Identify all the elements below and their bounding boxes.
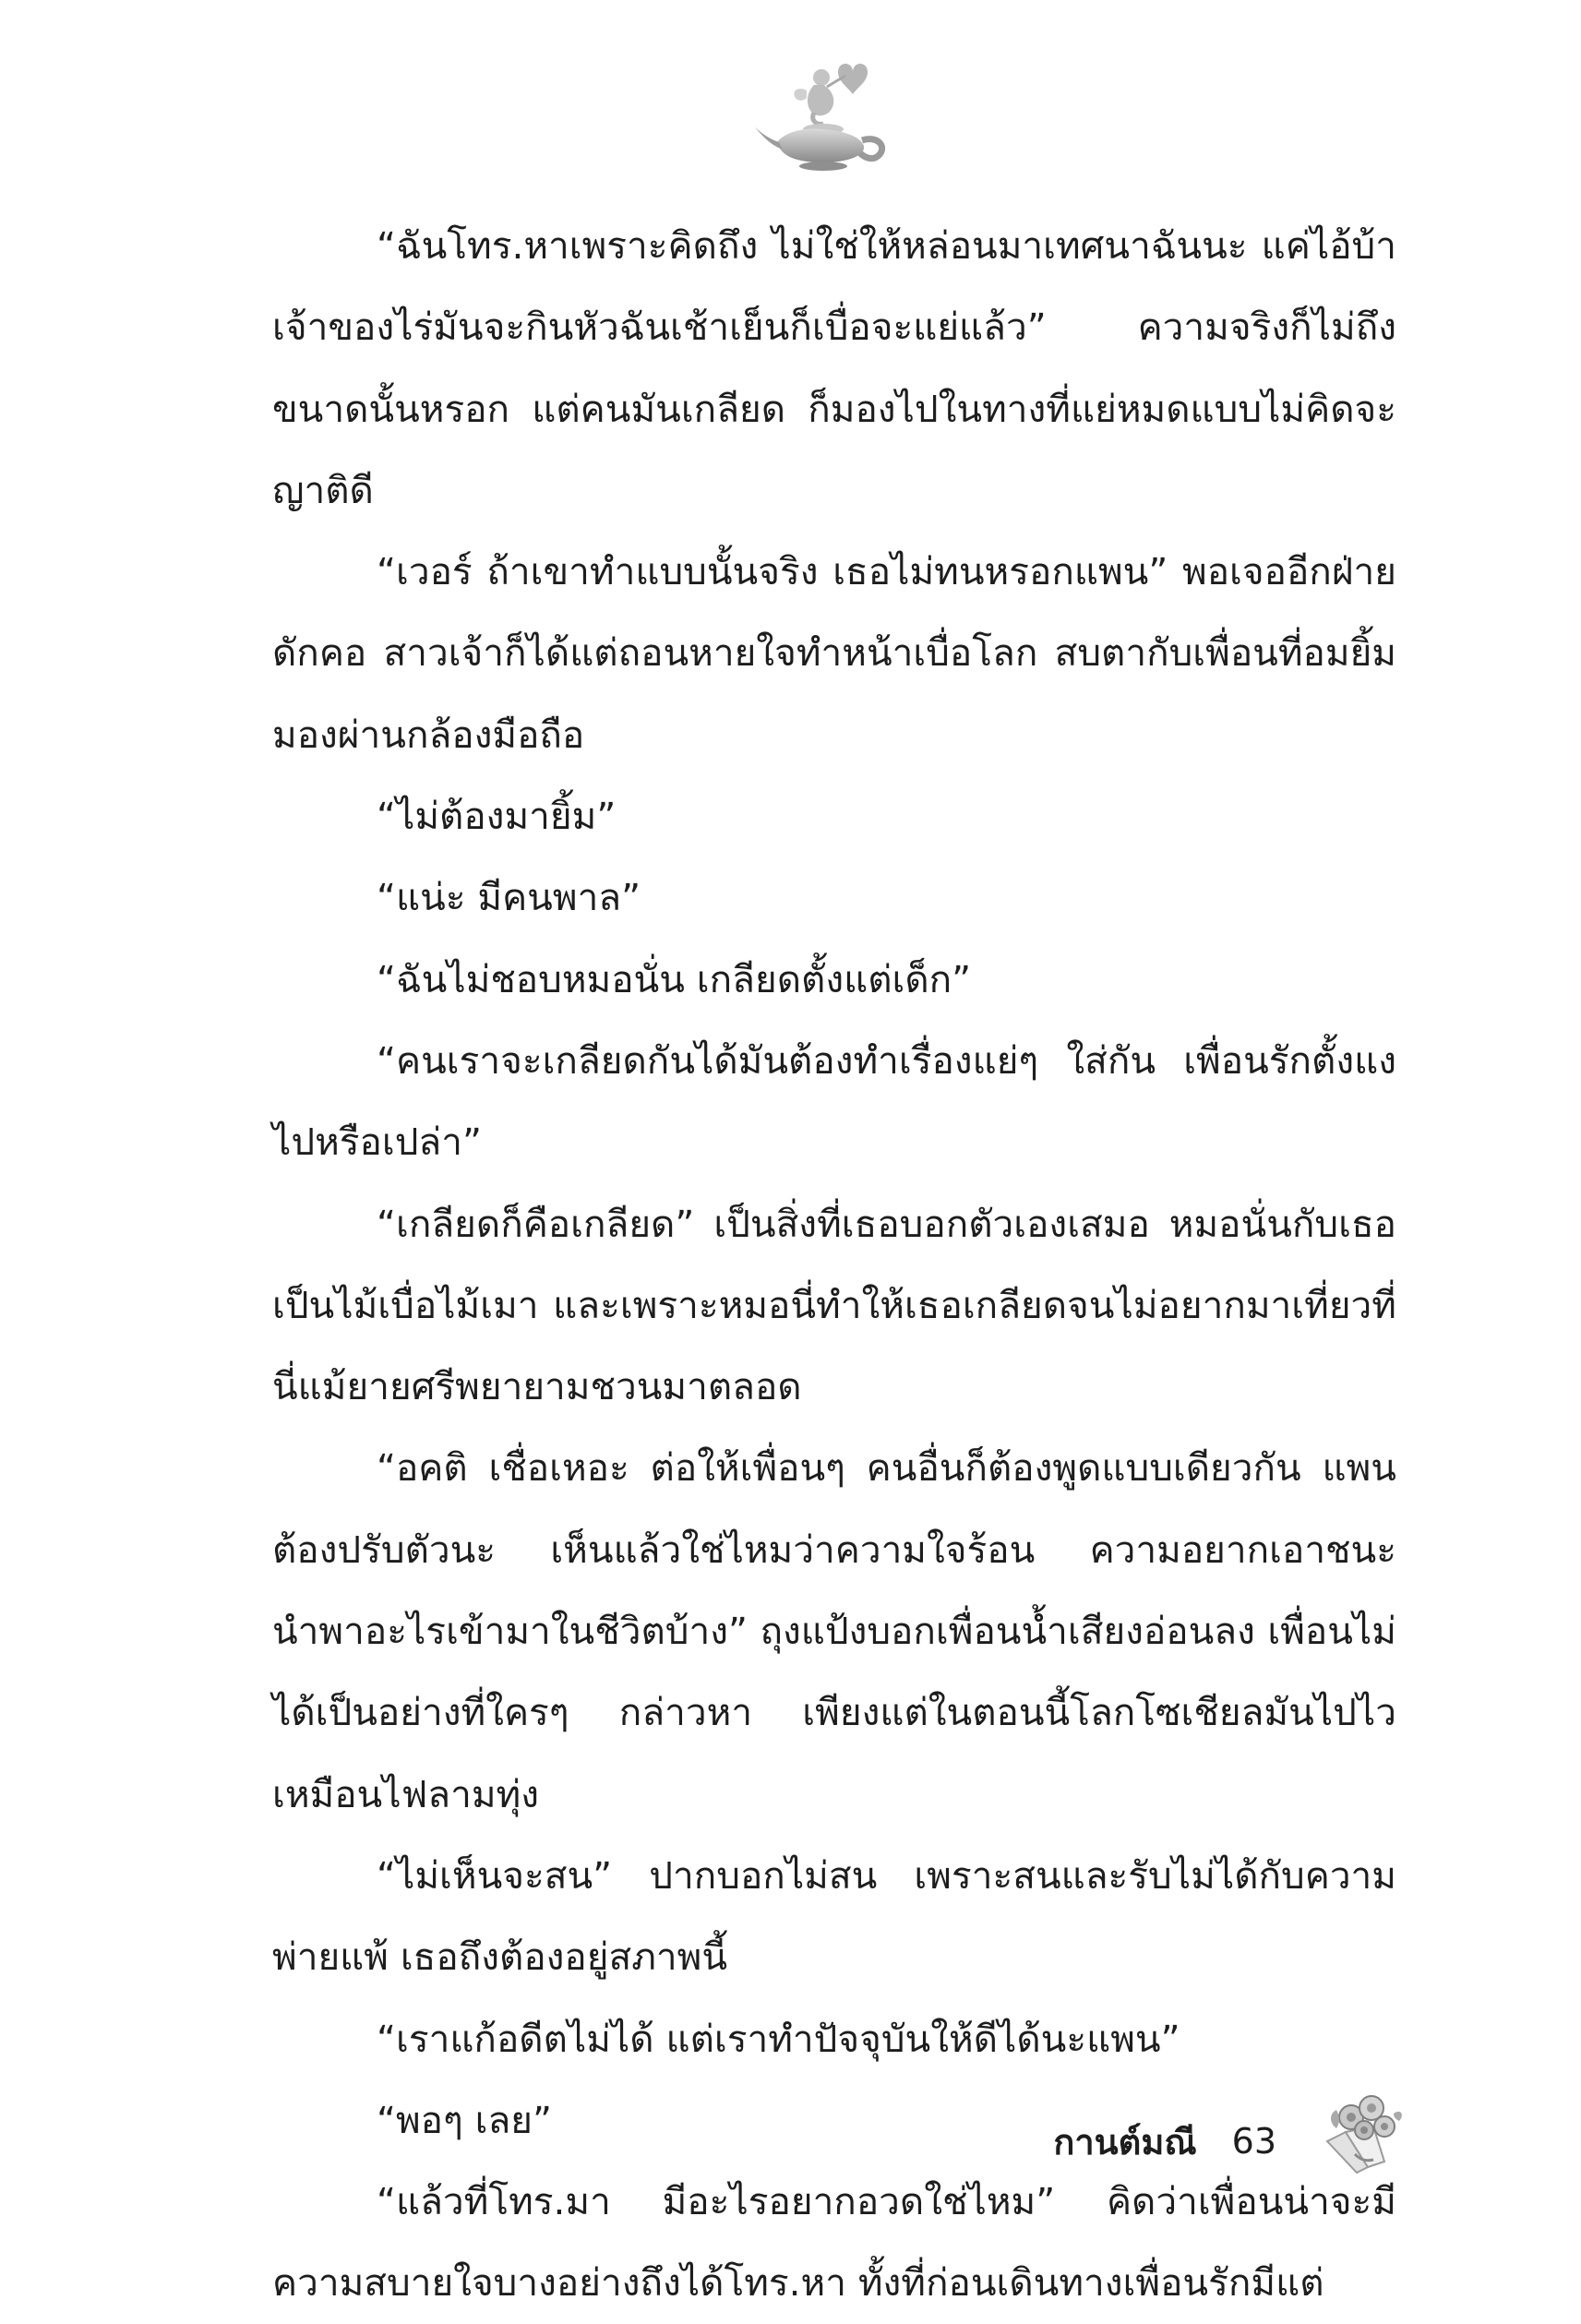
paragraph: “ฉันไม่ชอบหมอนั่น เกลียดตั้งแต่เด็ก” — [377, 956, 972, 1001]
paragraph: “เราแก้อดีตไม่ได้ แต่เราทำปัจจุบันให้ดีได้นะแพน” — [377, 2016, 1180, 2061]
genie-lamp-with-cupid-icon — [749, 54, 897, 174]
flower-bouquet-icon — [1309, 2077, 1410, 2178]
paragraph: “คนเราจะเกลียดกันได้มันต้องทำเรื่องแย่ๆ ใส่กัน เพื่อนรักตั้งแงไปหรือเปล่า” — [272, 1037, 1396, 1165]
paragraph: “ฉันโทร.หาเพราะคิดถึง ไม่ใช่ให้หล่อนมาเทศนาฉันนะ แค่ไอ้บ้าเจ้าของไร่มันจะกินหัวฉันเช้าเย็นก็เบื่อจะแย่แล้ว” ความจริงก็ไม่ถึงขนาดนั้นหรอก แต่คนมันเกลียด ก็มองไปในทางที่แย่หมดแบบไม่คิดจะญาติดี — [272, 223, 1396, 512]
paragraph: “เวอร์ ถ้าเขาทำแบบนั้นจริง เธอไม่ทนหรอกแพน” พอเจออีกฝ่ายดักคอ สาวเจ้าก็ได้แต่ถอนหายใจทำหน้าเบื่อโลก สบตากับเพื่อนที่อมยิ้มมองผ่านกล้องมือถือ — [272, 549, 1396, 757]
paragraph: “อคติ เชื่อเหอะ ต่อให้เพื่อนๆ คนอื่นก็ต้องพูดแบบเดียวกัน แพนต้องปรับตัวนะ เห็นแล้วใช่ไหมว่าความใจร้อน ความอยากเอาชนะนำพาอะไรเข้ามาในชีวิตบ้าง” ถุงแป้งบอกเพื่อนน้ำเสียงอ่อนลง เพื่อนไม่ได้เป็นอย่างที่ใครๆ กล่าวหา เพียงแต่ในตอนนี้โลกโซเชียลมันไปไวเหมือนไฟลามทุ่ง — [272, 1445, 1396, 1816]
page-footer — [1053, 2114, 1276, 2169]
paragraph: “ไม่เห็นจะสน” ปากบอกไม่สน เพราะสนและรับไม่ได้กับความพ่ายแพ้ เธอถึงต้องอยู่สภาพนี้ — [272, 1852, 1396, 1980]
book-title: กานต์มณี — [1053, 2121, 1197, 2162]
page-number: 63 — [1231, 2121, 1276, 2162]
chapter-body-text — [272, 205, 1396, 2324]
paragraph: “แล้วที่โทร.มา มีอะไรอยากอวดใช่ไหม” คิดว่าเพื่อนน่าจะมีความสบายใจบางอย่างถึงได้โทร.หา ทั้งที่ก่อนเดินทางเพื่อนรักมีแต่ — [272, 2179, 1396, 2306]
paragraph: “เกลียดก็คือเกลียด” เป็นสิ่งที่เธอบอกตัวเองเสมอ หมอนั่นกับเธอเป็นไม้เบื่อไม้เมา และเพราะหมอนี่ทำให้เธอเกลียดจนไม่อยากมาเที่ยวที่นี่แม้ยายศรีพยายามชวนมาตลอด — [272, 1201, 1396, 1409]
paragraph: “พอๆ เลย” — [377, 2097, 553, 2142]
paragraph: “ไม่ต้องมายิ้ม” — [377, 794, 617, 839]
paragraph: “แน่ะ มีคนพาล” — [377, 875, 641, 920]
